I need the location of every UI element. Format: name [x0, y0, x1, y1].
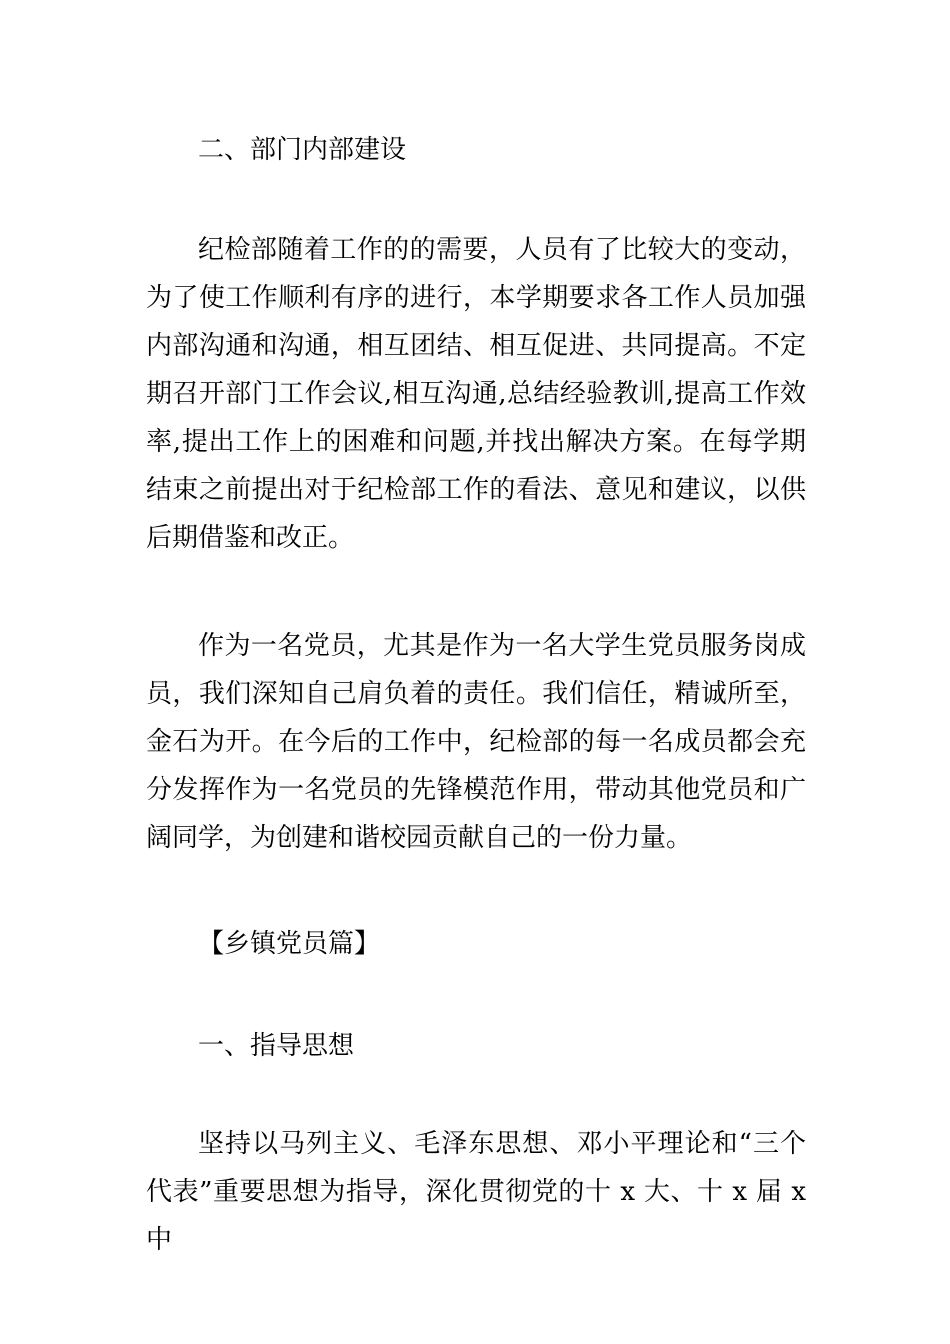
section-heading-department-building: 二、部门内部建设: [198, 135, 407, 165]
paragraph-guiding-ideology: 坚持以马列主义、毛泽东思想、邓小平理论和“三个代表”重要思想为指导，深化贯彻党的十 x 大、十 x 届 x 中: [146, 1129, 806, 1255]
paragraph-department-building: 纪检部随着工作的的需要，人员有了比较大的变动，为了使工作顺利有序的进行，本学期要求各工作人员加强内部沟通和沟通，相互团结、相互促进、共同提高。不定期召开部门工作会议,相互沟通,总结经验教训,提高工作效率,提出工作上的困难和问题,并找出解决方案。在每学期结束之前提出对于纪检部工作的看法、意见和建议，以供后期借鉴和改正。: [146, 235, 806, 553]
paragraph-party-member-duty: 作为一名党员，尤其是作为一名大学生党员服务岗成员，我们深知自己肩负着的责任。我们信任，精诚所至，金石为开。在今后的工作中，纪检部的每一名成员都会充分发挥作为一名党员的先锋模范作用，带动其他党员和广阔同学，为创建和谐校园贡献自己的一份力量。: [146, 631, 806, 853]
section-heading-guiding-ideology: 一、指导思想: [198, 1031, 355, 1061]
section-heading-township-members: 【乡镇党员篇】: [198, 929, 381, 959]
